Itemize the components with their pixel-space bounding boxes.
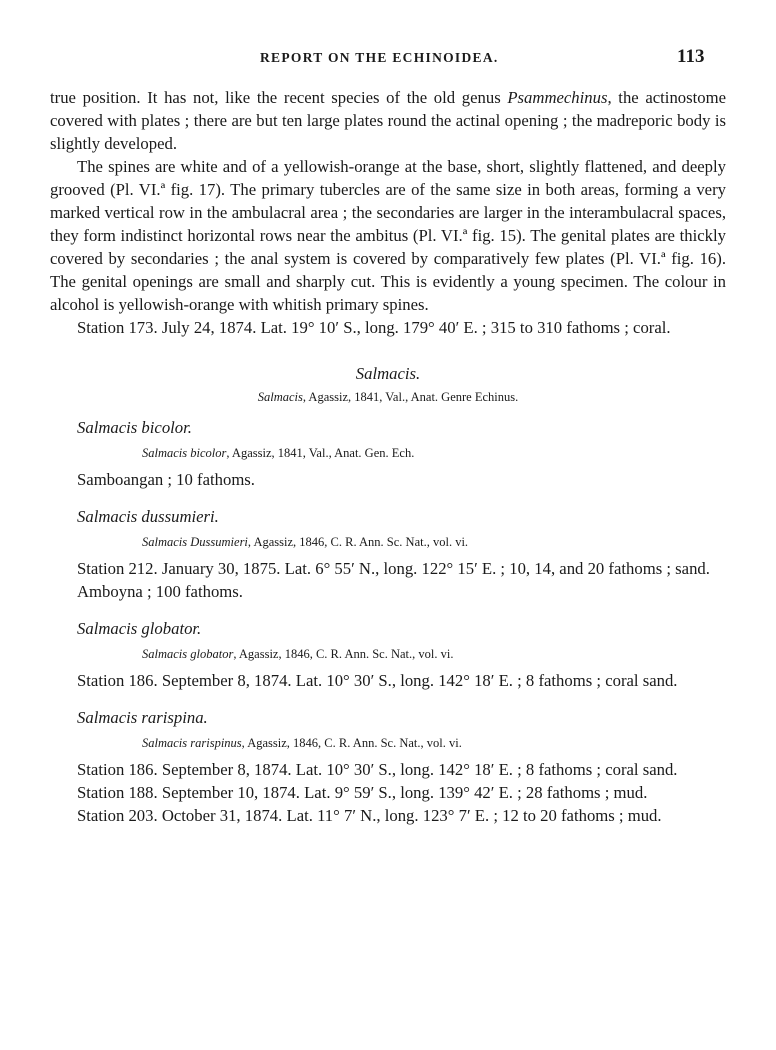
genus-heading: Salmacis. [355, 364, 421, 383]
intro-paragraph-2: The spines are white and of a yellowish-orange at the base, short, slightly flattened, and deeply grooved (Pl. VI.ª fig. 17). The primary tubercles are of the same size in both areas, forming a very marked vertical row in the ambulacral area ; the secondaries are larger in the interambulacral spaces, they form indistinct horizontal rows near the ambitus (Pl. VI.ª fig. 15). The genital plates are thickly covered by secondaries ; the anal system is covered by comparatively few plates (Pl. VI.ª fig. 16). The genital openings are small and sharply cut. This is evidently a young specimen. The colour in alcohol is yellowish-orange with whitish primary spines. [50, 157, 726, 314]
intro-text: true position. It has not, like the recent species of the old genus [50, 88, 508, 107]
citation-text: , Agassiz, 1846, C. R. Ann. Sc. Nat., vol. vi. [233, 647, 454, 661]
page-number: 113 [677, 46, 705, 67]
citation-name: Salmacis bicolor [142, 446, 227, 460]
intro-text: , the actinostome covered with plates ; there are but ten large plates round the actinal opening ; the madreporic body is slightly developed. [50, 88, 726, 153]
station-record: Station 188. September 10, 1874. Lat. 9° 59′ S., long. 139° 42′ E. ; 28 fathoms ; mud. [77, 783, 648, 802]
citation-text: , Agassiz, 1841, Val., Anat. Gen. Ech. [226, 446, 415, 460]
intro-paragraph-1 [50, 86, 726, 155]
genus-name-inline: Psammechinus [507, 88, 608, 107]
species-name: Salmacis globator. [77, 619, 202, 638]
citation-name: Salmacis globator [142, 647, 234, 661]
species-name: Salmacis bicolor. [77, 418, 192, 437]
station-record: Station 203. October 31, 1874. Lat. 11° 7′ N., long. 123° 7′ E. ; 12 to 20 fathoms ; mud. [77, 806, 662, 825]
citation-text: , Agassiz, 1841, Val., Anat. Genre Echinus. [302, 390, 519, 404]
species-citation [142, 734, 726, 752]
genus-citation [50, 388, 726, 406]
species-citation [142, 645, 726, 663]
citation-text: , Agassiz, 1846, C. R. Ann. Sc. Nat., vol. vi. [241, 736, 462, 750]
species-name: Salmacis dussumieri. [77, 507, 219, 526]
station-record: Station 186. September 8, 1874. Lat. 10° 30′ S., long. 142° 18′ E. ; 8 fathoms ; coral sand. [77, 671, 678, 690]
species-citation [142, 533, 726, 551]
citation-text: , Agassiz, 1846, C. R. Ann. Sc. Nat., vol. vi. [247, 535, 469, 549]
header-title: REPORT ON THE ECHINOIDEA. [260, 50, 499, 65]
station-record: Station 173. July 24, 1874. Lat. 19° 10′ S., long. 179° 40′ E. ; 315 to 310 fathoms ; coral. [77, 318, 671, 337]
citation-name: Salmacis [257, 390, 303, 404]
species-name: Salmacis rarispina. [77, 708, 208, 727]
citation-name: Salmacis Dussumieri [142, 535, 248, 549]
station-record: Station 212. January 30, 1875. Lat. 6° 55′ N., long. 122° 15′ E. ; 10, 14, and 20 fathoms ; sand. [77, 559, 710, 578]
locality-record: Amboyna ; 100 fathoms. [77, 582, 243, 601]
citation-name: Salmacis rarispinus [142, 736, 242, 750]
species-citation [142, 444, 726, 462]
locality-record: Samboangan ; 10 fathoms. [77, 470, 255, 489]
running-header [0, 44, 776, 74]
page-body [50, 86, 726, 827]
station-record: Station 186. September 8, 1874. Lat. 10° 30′ S., long. 142° 18′ E. ; 8 fathoms ; coral sand. [77, 760, 678, 779]
